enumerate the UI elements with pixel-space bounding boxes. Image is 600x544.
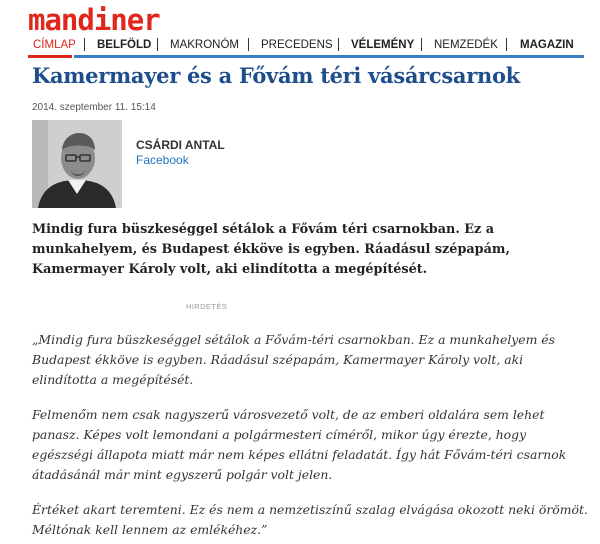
nav-separator (421, 38, 422, 51)
nav-item-velemeny[interactable]: VÉLEMÉNY (351, 39, 415, 51)
avatar (32, 120, 122, 208)
nav-item-nemzedek[interactable]: NEMZEDÉK (434, 39, 498, 51)
nav-item-magazin[interactable]: MAGAZIN (520, 39, 574, 51)
ad-label: HIRDETÉS (186, 302, 228, 311)
article-title: Kamermayer és a Fővám téri vásárcsarnok (32, 63, 520, 88)
nav-separator (338, 38, 339, 51)
nav-separator (84, 38, 85, 51)
main-nav (0, 34, 600, 58)
nav-separator (157, 38, 158, 51)
article-lead: Mindig fura büszkeséggel sétálok a Fővám téri csarnokban. Ez a munkahelyem, és Budapest ékköve is egyben. Ráadásul szépapám, Kamermayer Károly volt, aki elindította a megépítését. (32, 222, 510, 277)
article-paragraph: Felmenőm nem csak nagyszerű városvezető volt, de az emberi oldalára sem lehet panasz. Képes volt lemondani a polgármesteri címéről, mikor úgy érezte, hogy egészségi állapota miatt már nem képes ellátni feladatát. Így hát Fővám-téri csarnok átadásánál már mint egyszerű polgár volt jelen. (32, 407, 567, 482)
nav-blue-underline (74, 55, 584, 58)
article-paragraph: Értéket akart teremteni. Ez és nem a nemzetiszínű szalag elvágása okozott neki örömöt. Méltónak kell lennem az emlékéhez.” (32, 502, 588, 537)
nav-item-belfold[interactable]: BELFÖLD (97, 39, 152, 51)
nav-separator (248, 38, 249, 51)
nav-item-precedens[interactable]: PRECEDENS (261, 39, 333, 51)
article-date: 2014. szeptember 11. 15:14 (32, 102, 156, 113)
nav-item-cimlap[interactable]: CÍMLAP (33, 39, 76, 51)
author-facebook-link[interactable]: Facebook (136, 153, 189, 167)
author-photo (32, 120, 122, 208)
nav-active-underline (28, 55, 72, 58)
nav-separator (506, 38, 507, 51)
nav-item-makronom[interactable]: MAKRONÓM (170, 39, 239, 51)
author-name[interactable]: CSÁRDI ANTAL (136, 138, 225, 152)
article-paragraph: „Mindig fura büszkeséggel sétálok a Fővám-téri csarnokban. Ez a munkahelyem és Budapest ékköve is egyben. Ráadásul szépapám, Kamermayer Károly volt, aki elindította a megépítését. (32, 332, 555, 387)
site-logo[interactable]: mandiner (28, 3, 160, 37)
